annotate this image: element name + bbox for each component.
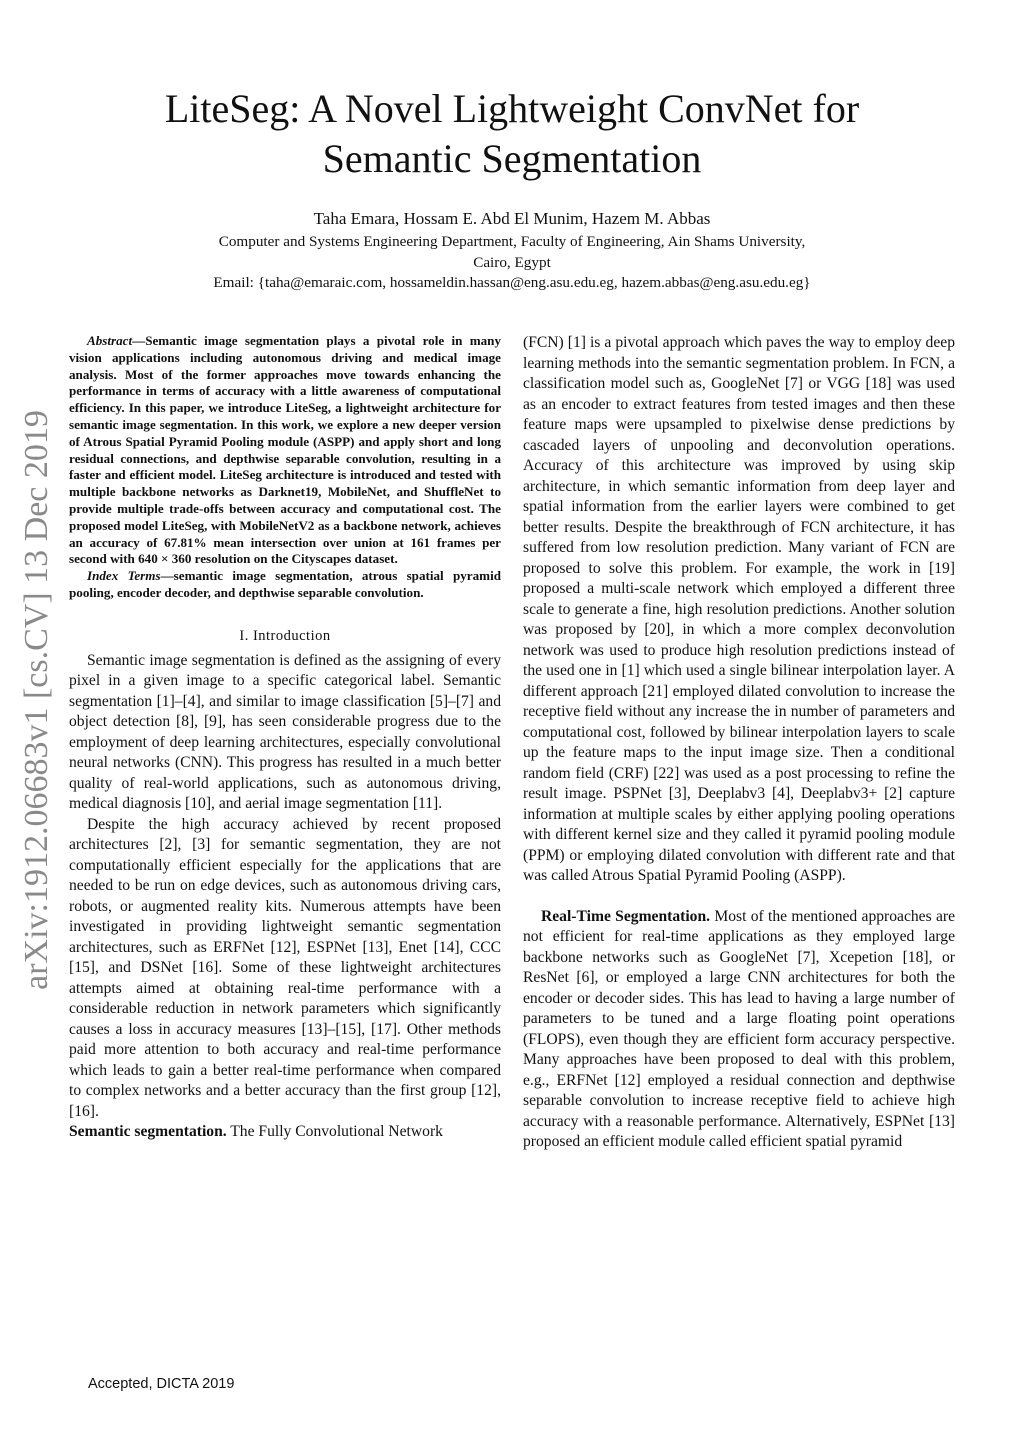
abstract-label: Abstract bbox=[87, 333, 133, 348]
affiliation-line-2: Cairo, Egypt bbox=[473, 253, 551, 271]
abstract-text: —Semantic image segmentation plays a pivotal role in many vision applications including autonomous driving and medical image analysis. Most of the former approaches move towards enhancing the performance in terms of accuracy with a little awareness of computational efficiency. In this paper, we introduce LiteSeg, a lightweight architecture for semantic image segmentation. In this work, we explore a new deeper version of Atrous Spatial Pyramid Pooling module (ASPP) and apply short and long residual connections, and depthwise separable convolution, resulting in a faster and efficient model. LiteSeg architecture is introduced and tested with multiple backbone networks as Darknet19, MobileNet, and ShuffleNet to provide multiple trade-offs between accuracy and computational cost. The proposed model LiteSeg, with MobileNetV2 as a backbone network, achieves an accuracy of 67.81% mean intersection over union at 161 frames per second with 640 × 360 resolution on the Cityscapes dataset. bbox=[69, 333, 501, 567]
affiliation-line-1: Computer and Systems Engineering Department, Faculty of Engineering, Ain Shams University, bbox=[218, 233, 806, 250]
footer-note: Accepted, DICTA 2019 bbox=[88, 1376, 235, 1392]
paper-title bbox=[0, 84, 1024, 184]
semseg-text: The Fully Convolutional Network bbox=[226, 1123, 443, 1141]
right-column bbox=[523, 333, 955, 1153]
index-terms-label: Index Terms bbox=[87, 568, 161, 584]
semseg-paragraph bbox=[69, 1122, 501, 1143]
realtime-paragraph bbox=[523, 907, 955, 1153]
index-terms bbox=[69, 568, 501, 602]
email-line: Email: {taha@emaraic.com, hossameldin.hassan@eng.asu.edu.eg, hazem.abbas@eng.asu.edu.eg} bbox=[213, 274, 811, 291]
fcn-paragraph: (FCN) [1] is a pivotal approach which paves the way to employ deep learning methods into the semantic segmentation problem. In FCN, a classification model such as, GoogleNet [7] or VGG [18] was used as an encoder to extract features from tested images and then these feature maps were upsampled to pixelwise dense predictions by cascaded layers of unpooling and deconvolution operations. Accuracy of this architecture was improved by using skip architecture, in which semantic information from deep layer and spatial information from the earlier layers were combined to get better results. Despite the breakthrough of FCN architecture, it has suffered from low resolution prediction. Many variant of FCN are proposed to solve this problem. For example, the work in [19] proposed a multi-scale network which employed a different three scale to generate a fine, high resolution predictions. Another solution was proposed by [20], in which a more complex deconvolution network was used to produce high resolution predictions instead of the used one in [1] which used a single bilinear interpolation layer. A different approach [21] employed dilated convolution to increase the receptive field without any increase the in number of parameters and computational cost, followed by bilinear interpolation layers to scale up the feature maps to the input image size. Then a conditional random field (CRF) [22] was used as a post processing to refine the result image. PSPNet [3], Deeplabv3 [4], Deeplabv3+ [2] capture information at multiple scales by either applying pooling operations with different kernel size and they called it pyramid pooling module (PPM) or employing dilated convolution with different rate and that was called Atrous Spatial Pyramid Pooling (ASPP). bbox=[523, 334, 955, 884]
realtime-text: Most of the mentioned approaches are not efficient for real-time applications as they employed large backbone networks such as GoogleNet [7], Xcepetion [18], or ResNet [6], or employed a large CNN architectures for both the encoder or decoder sides. This has lead to having a large number of parameters to be tuned and a large floating point operations (FLOPS), even though they are efficient form accuracy perspective. Many approaches have been proposed to deal with this problem, e.g., ERFNet [12] employed a residual connection and depthwise separable convolution to increase receptive field to achieve high accuracy with a reasonable performance. Alternatively, ESPNet [13] proposed an efficient module called efficient spatial pyramid bbox=[523, 907, 955, 1150]
realtime-label: Real-Time Segmentation. bbox=[541, 907, 711, 925]
section-heading: I. Introduction bbox=[239, 627, 331, 644]
intro-paragraph-2: Despite the high accuracy achieved by recent proposed architectures [2], [3] for semantic segmentation, they are not computationally efficient especially for the applications that are needed to be run on edge devices, such as autonomous driving cars, robots, or augmented reality kits. Numerous attempts have been investigated in providing lightweight semantic segmentation architectures, such as ERFNet [12], ESPNet [13], Enet [14], CCC [15], and DSNet [16]. Some of these lightweight architectures attempts aimed at obtaining real-time performance with a considerable reduction in network parameters which significantly causes a loss in accuracy measures [13]–[15], [17]. Other methods paid more attention to both accuracy and real-time performance which leads to gain a better real-time performance when compared to complex networks and a better accuracy than the first group [12], [16]. bbox=[69, 815, 501, 1120]
intro-paragraph-1: Semantic image segmentation is defined as the assigning of every pixel in a given image to a specific categorical label. Semantic segmentation [1]–[4], and similar to image classification [5]–[7] and object detection [8], [9], has seen considerable progress due to the employment of deep learning architectures, especially convolutional neural networks (CNN). This progress has resulted in a much better quality of real-world applications, such as autonomous driving, medical diagnosis [10], and aerial image segmentation [11]. bbox=[69, 651, 501, 813]
left-column bbox=[69, 333, 501, 1143]
title-line-1: LiteSeg: A Novel Lightweight ConvNet for bbox=[164, 86, 860, 131]
abstract bbox=[69, 333, 501, 568]
authors: Taha Emara, Hossam E. Abd El Munim, Hazem M. Abbas bbox=[313, 209, 711, 228]
title-line-2: Semantic Segmentation bbox=[322, 136, 702, 181]
arxiv-stamp: arXiv:1912.06683v1 [cs.CV] 13 Dec 2019 bbox=[18, 410, 55, 990]
semseg-label: Semantic segmentation. bbox=[69, 1123, 227, 1141]
index-terms-text: —semantic image segmentation, atrous spatial pyramid pooling, encoder decoder, and depthwise separable convolution. bbox=[69, 568, 501, 600]
affiliation bbox=[0, 232, 1024, 273]
